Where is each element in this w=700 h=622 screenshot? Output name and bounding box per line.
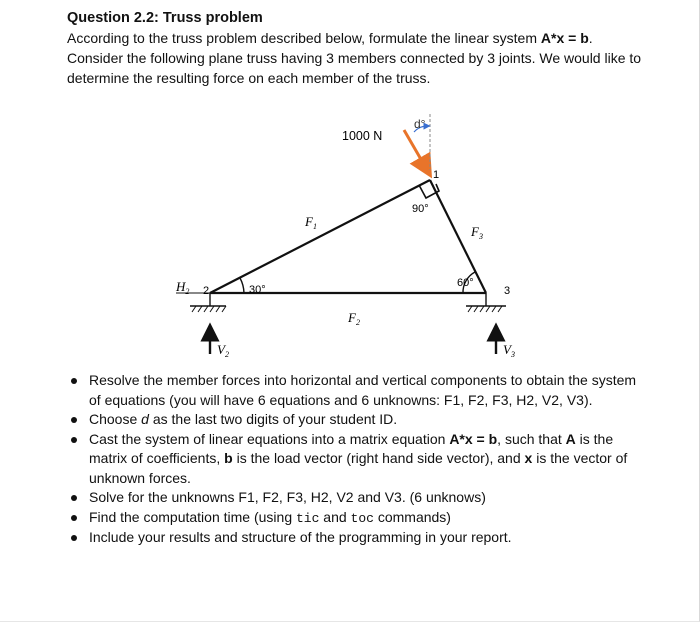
- bullet-icon: [71, 417, 77, 423]
- angle-top-label: 90°: [412, 203, 429, 215]
- bullet-4-text: Solve for the unknowns F1, F2, F3, H2, V2 and V3. (6 unknows): [89, 489, 486, 505]
- intro-text-a: According to the truss problem described below, formulate the linear system: [67, 30, 541, 46]
- v3-sub: 3: [510, 350, 515, 359]
- list-item: [67, 528, 647, 548]
- joint-2-label: 2: [203, 285, 210, 297]
- bullet-1-text: Resolve the member forces into horizontal and vertical components to obtain the system of equations (you will have 6 equations and 6 unknowns: F1, F2, F3, H2, V2, V3).: [89, 372, 637, 408]
- support-left-hatch: [192, 306, 226, 312]
- bullet-5-and: and: [319, 508, 351, 525]
- bullet-icon: [71, 535, 77, 541]
- bullet-3-text-a: Cast the system of linear equations into a matrix equation: [89, 430, 450, 447]
- angle-arc-left: [240, 278, 244, 293]
- member-f2-letter: F: [348, 310, 356, 325]
- load-arrow: [404, 130, 426, 168]
- bullet-icon: [71, 515, 77, 521]
- member-f3-sub: 3: [478, 232, 483, 241]
- h2-sub: 2: [185, 287, 190, 296]
- bullet-3-b: b: [224, 450, 233, 466]
- reaction-v3-label: [503, 342, 515, 359]
- truss-figure: [160, 108, 520, 368]
- list-item: [67, 488, 647, 508]
- bullet-2-text-b: as the last two digits of your student ID.: [148, 411, 398, 427]
- list-item: [67, 410, 647, 430]
- list-item: [67, 508, 647, 529]
- member-f3-letter: F: [471, 224, 479, 239]
- bullet-icon: [71, 437, 77, 443]
- bullet-5-text-a: Find the computation time (using: [89, 508, 296, 525]
- h2-letter: H: [176, 279, 186, 294]
- member-f2-sub: 2: [355, 318, 360, 327]
- intro-text-b: . Consider the following plane truss having 3 members connected by 3 joints. We would like to determine the resulting force on each member of the truss.: [67, 30, 642, 86]
- bullet-3-text-b: , such that: [497, 430, 566, 447]
- bullet-icon: [71, 495, 77, 501]
- load-angle-label: d°: [414, 117, 426, 131]
- bullet-3-text-e: is the vector of unknown forces.: [89, 450, 628, 486]
- bullet-6-text: Include your results and structure of the programming in your report.: [89, 529, 512, 545]
- member-f3-label: [470, 224, 483, 241]
- intro-paragraph: [67, 28, 647, 88]
- angle-left-label: 30°: [249, 284, 266, 296]
- question-title: Question 2.2: Truss problem: [67, 10, 263, 26]
- reaction-h2-label: [175, 279, 189, 296]
- joint-1-label: 1: [433, 169, 440, 181]
- v3-letter: V: [503, 342, 511, 357]
- bullet-3-text-d: is the load vector (right hand side vector), and: [232, 450, 525, 466]
- instruction-list: [67, 371, 647, 548]
- v2-letter: V: [217, 342, 225, 357]
- bullet-3-x: x: [524, 450, 533, 466]
- bullet-3-A: A: [565, 430, 576, 447]
- bullet-5-text-b: commands): [373, 508, 451, 525]
- bullet-5-toc: toc: [350, 510, 374, 526]
- member-f1-line: [210, 180, 430, 293]
- document-body: [67, 8, 647, 88]
- list-item: [67, 430, 647, 489]
- v2-sub: 2: [224, 350, 229, 359]
- bullet-3-text-c: is the matrix of coefficients,: [89, 430, 614, 466]
- angle-right-label: 60°: [457, 277, 474, 289]
- bullet-2-d: d: [141, 411, 149, 427]
- support-right-hatch: [468, 306, 502, 312]
- bullet-icon: [71, 378, 77, 384]
- bullet-3-equation: A*x = b: [449, 430, 498, 447]
- load-label: 1000 N: [342, 129, 383, 143]
- member-f1-letter: F: [305, 214, 313, 229]
- member-f1-label: [304, 214, 317, 231]
- bullet-5-tic: tic: [296, 510, 320, 526]
- joint-3-label: 3: [504, 285, 511, 297]
- member-f2-label: [347, 310, 360, 327]
- member-f1-sub: 1: [312, 222, 317, 231]
- bullet-2-text-a: Choose: [89, 411, 142, 427]
- reaction-v2-label: [217, 342, 229, 359]
- list-item: [67, 371, 647, 410]
- intro-equation: A*x = b: [540, 30, 589, 46]
